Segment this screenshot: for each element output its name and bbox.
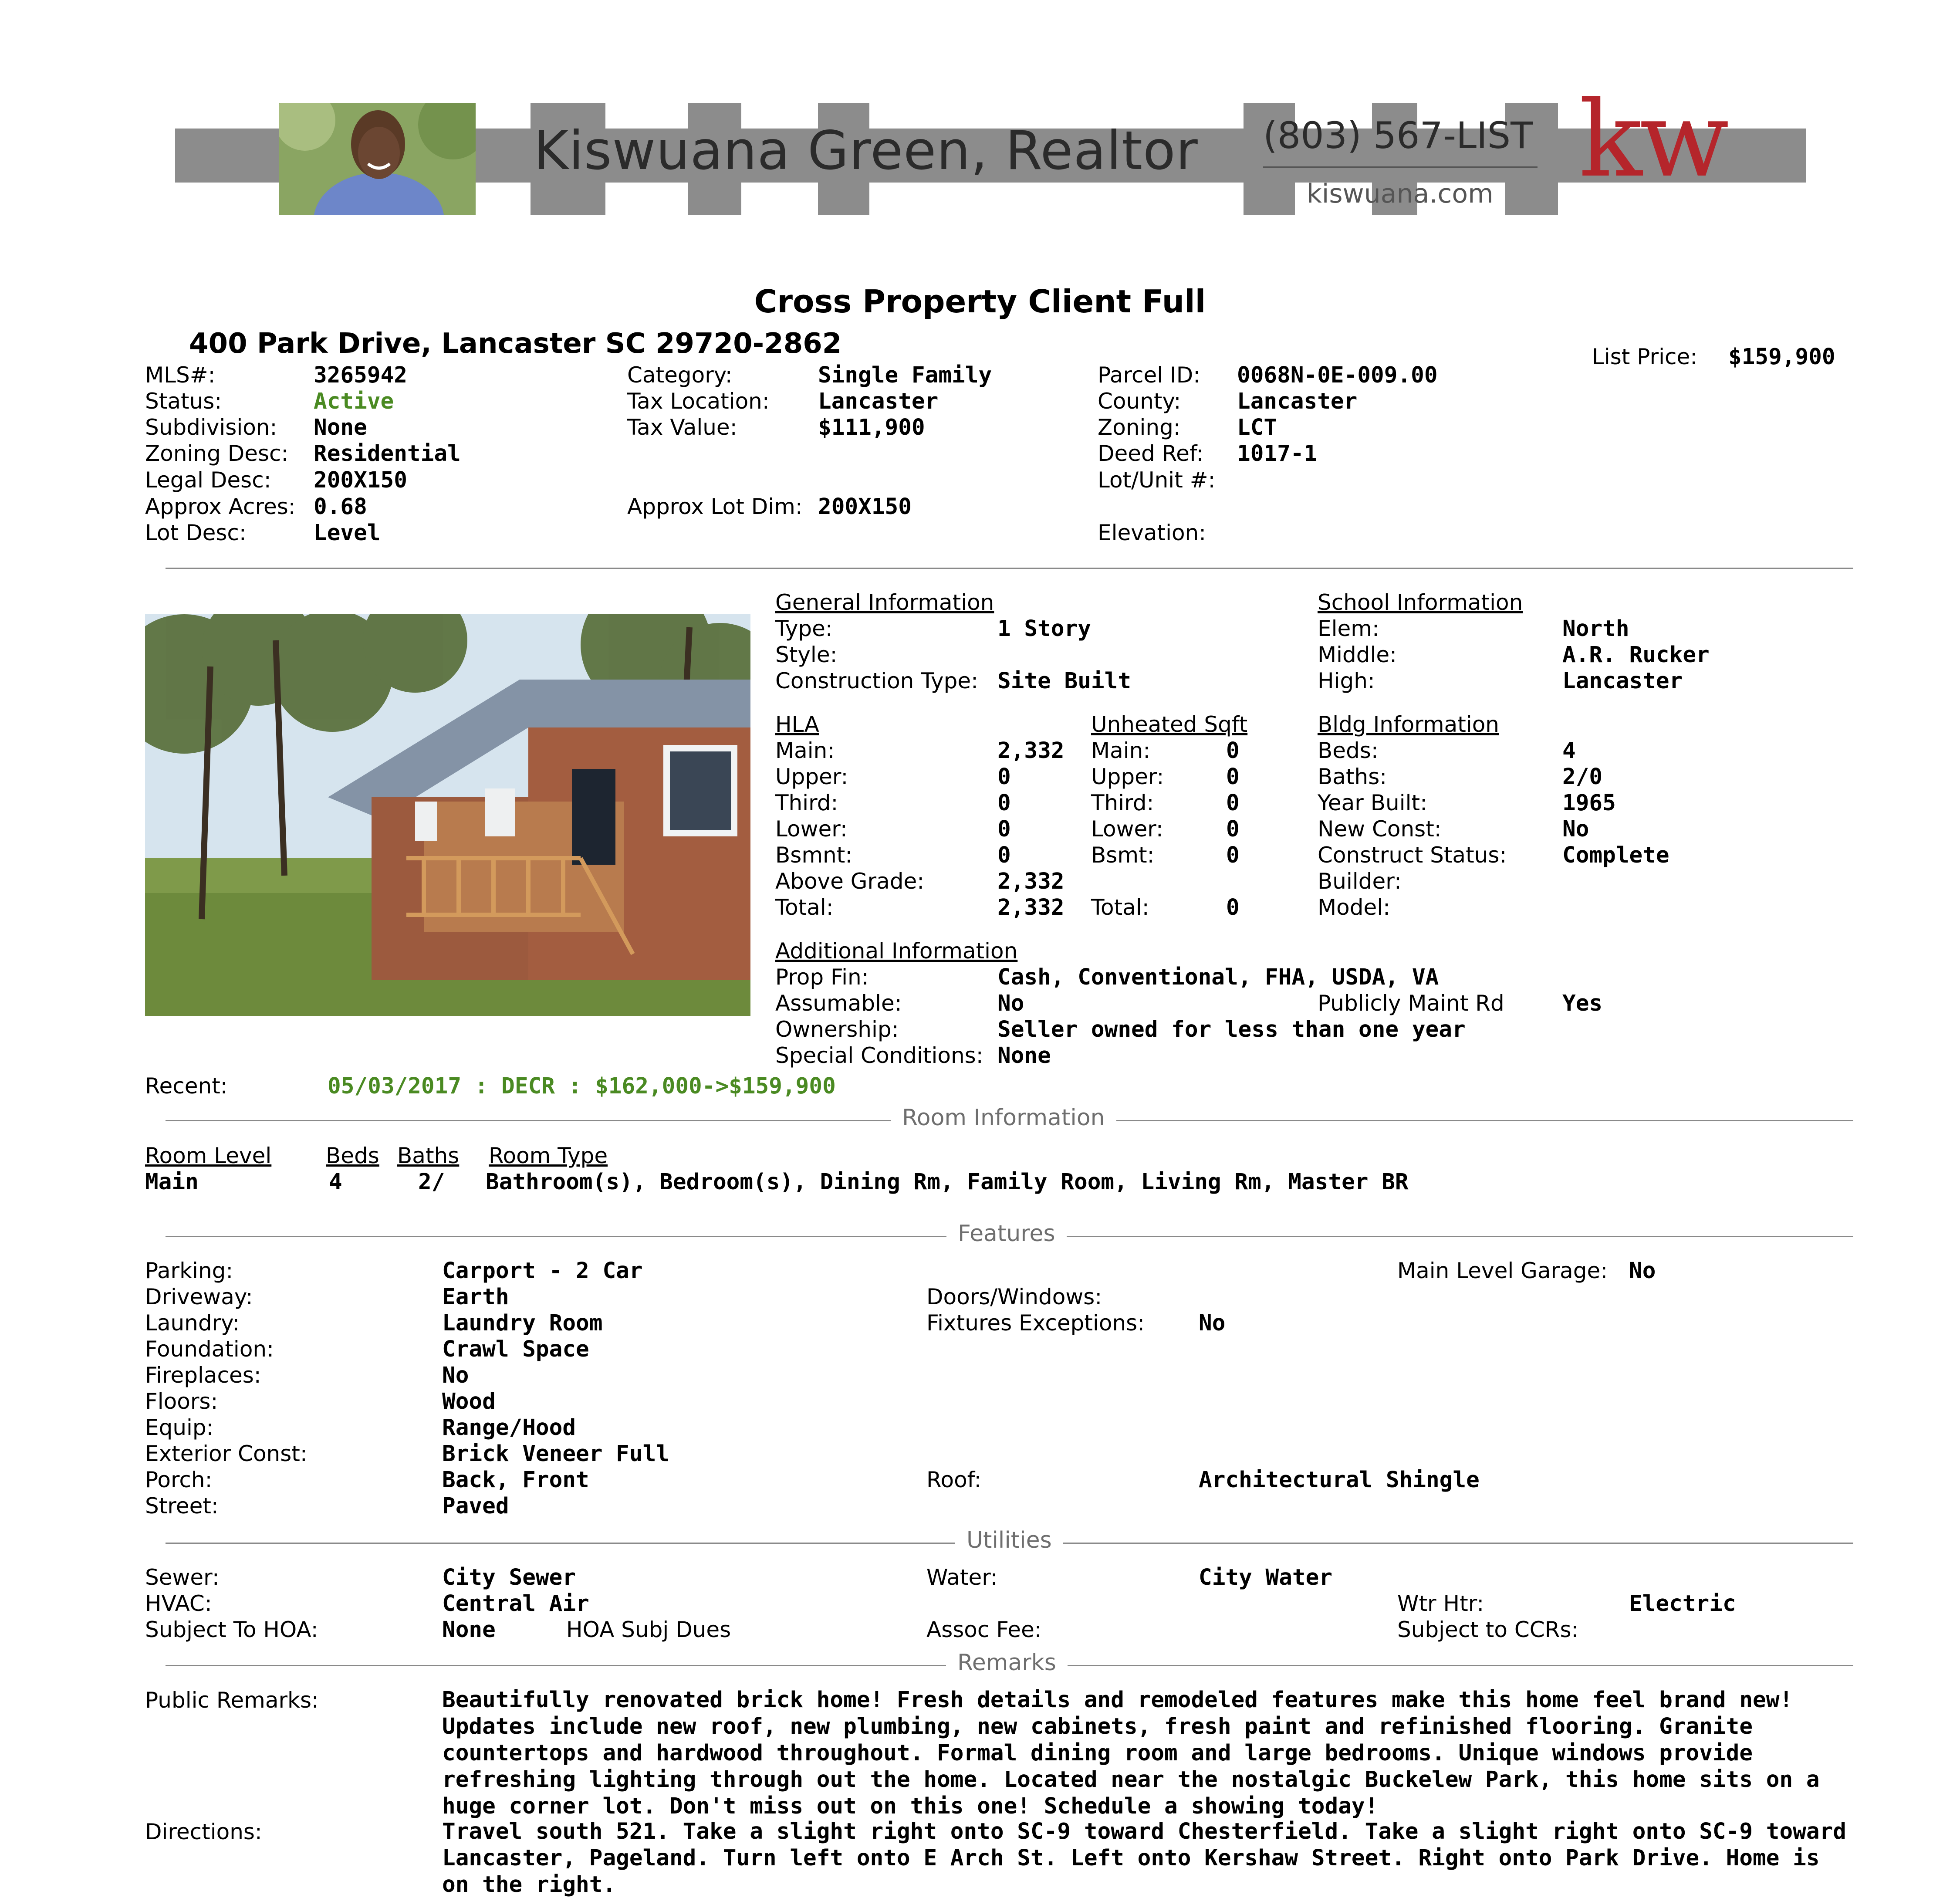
doors-windows-label: Doors/Windows: xyxy=(926,1284,1102,1309)
laundry-value: Laundry Room xyxy=(442,1310,603,1336)
sewer-label: Sewer: xyxy=(145,1565,220,1590)
bldg-info-header: Bldg Information xyxy=(1318,712,1499,737)
public-remarks-text: Beautifully renovated brick home! Fresh details and remodeled features make this home feel brand new! Updates include new roof, new plumbing, new cabinets, fresh paint and refinished flooring. Granite countertops and hardwood throughout. Formal dining room and large bedrooms. Unique windows provide refreshing lighting through out the home. Located near the nostalgic Buckelew Park, this home sits on a huge corner lot. Don't miss out on this one! Schedule a showing today! xyxy=(442,1687,1820,1819)
hla-main-label: Main: xyxy=(775,738,835,763)
zoning-desc-label: Zoning Desc: xyxy=(145,441,289,466)
builder-label: Builder: xyxy=(1318,869,1402,894)
foundation-label: Foundation: xyxy=(145,1336,274,1362)
agent-portrait-icon xyxy=(279,103,476,215)
legal-desc-value: 200X150 xyxy=(314,467,407,493)
status-badge: Active xyxy=(314,389,394,414)
floors-value: Wood xyxy=(442,1389,496,1414)
assumable-label: Assumable: xyxy=(775,991,902,1016)
unheated-main-value: 0 xyxy=(1226,738,1240,764)
floors-label: Floors: xyxy=(145,1389,218,1414)
subdivision-label: Subdivision: xyxy=(145,415,277,440)
parking-label: Parking: xyxy=(145,1258,233,1283)
driveway-label: Driveway: xyxy=(145,1284,253,1309)
beds-label: Beds: xyxy=(1318,738,1379,763)
beds-value: 4 xyxy=(1562,738,1576,764)
maint-rd-value: Yes xyxy=(1562,991,1603,1016)
deed-ref-value: 1017-1 xyxy=(1237,441,1318,467)
unheated-bsmt-value: 0 xyxy=(1226,842,1240,868)
zoning-desc-value: Residential xyxy=(314,441,461,467)
elem-value: North xyxy=(1562,616,1629,642)
county-value: Lancaster xyxy=(1237,389,1358,414)
wtr-htr-label: Wtr Htr: xyxy=(1397,1591,1484,1616)
room-level-header: Room Level xyxy=(145,1143,272,1168)
ownership-label: Ownership: xyxy=(775,1017,899,1042)
prop-fin-value: Cash, Conventional, FHA, USDA, VA xyxy=(997,964,1439,990)
hla-above-grade-value: 2,332 xyxy=(997,869,1064,894)
new-const-label: New Const: xyxy=(1318,816,1442,842)
school-info-header: School Information xyxy=(1318,590,1523,615)
zoning-label: Zoning: xyxy=(1098,415,1181,440)
assoc-fee-label: Assoc Fee: xyxy=(926,1617,1042,1642)
hvac-label: HVAC: xyxy=(145,1591,212,1616)
hla-total-value: 2,332 xyxy=(997,895,1064,920)
tax-location-label: Tax Location: xyxy=(627,389,770,414)
deed-ref-label: Deed Ref: xyxy=(1098,441,1204,466)
unheated-third-value: 0 xyxy=(1226,790,1240,816)
ownership-value: Seller owned for less than one year xyxy=(997,1017,1466,1042)
lot-dim-value: 200X150 xyxy=(818,494,912,520)
fixtures-exceptions-value: No xyxy=(1199,1310,1226,1336)
fireplaces-label: Fireplaces: xyxy=(145,1363,261,1388)
hla-above-grade-label: Above Grade: xyxy=(775,869,925,894)
hla-lower-label: Lower: xyxy=(775,816,848,842)
hoa-label: Subject To HOA: xyxy=(145,1617,318,1642)
room-baths-value: 2/ xyxy=(418,1169,445,1195)
unheated-upper-label: Upper: xyxy=(1091,764,1164,789)
remarks-title: Remarks xyxy=(946,1650,1068,1676)
sewer-value: City Sewer xyxy=(442,1565,576,1590)
recent-price-change: 05/03/2017 : DECR : $162,000->$159,900 xyxy=(328,1073,836,1099)
style-label: Style: xyxy=(775,642,838,667)
baths-value: 2/0 xyxy=(1562,764,1603,790)
subdivision-value: None xyxy=(314,415,367,440)
recent-label: Recent: xyxy=(145,1073,228,1099)
agent-name: Kiswuana Green, Realtor xyxy=(534,120,1198,182)
construction-type-value: Site Built xyxy=(997,668,1132,694)
house-photo-icon xyxy=(145,614,750,1016)
list-price-label: List Price: xyxy=(1592,344,1698,369)
summary-divider xyxy=(166,568,1853,569)
hla-third-value: 0 xyxy=(997,790,1011,816)
parking-value: Carport - 2 Car xyxy=(442,1258,643,1284)
street-label: Street: xyxy=(145,1493,219,1519)
exterior-const-value: Brick Veneer Full xyxy=(442,1441,669,1467)
street-value: Paved xyxy=(442,1493,509,1519)
high-label: High: xyxy=(1318,668,1375,694)
zoning-value: LCT xyxy=(1237,415,1277,440)
high-value: Lancaster xyxy=(1562,668,1683,694)
general-info-header: General Information xyxy=(775,590,994,615)
hla-third-label: Third: xyxy=(775,790,838,815)
prop-fin-label: Prop Fin: xyxy=(775,964,869,990)
tax-value-label: Tax Value: xyxy=(627,415,737,440)
special-conditions-label: Special Conditions: xyxy=(775,1043,983,1068)
unheated-main-label: Main: xyxy=(1091,738,1151,763)
fixtures-exceptions-label: Fixtures Exceptions: xyxy=(926,1310,1145,1336)
agent-website: kiswuana.com xyxy=(1307,179,1494,209)
lot-desc-value: Level xyxy=(314,520,381,546)
water-value: City Water xyxy=(1199,1565,1333,1590)
parcel-id-value: 0068N-0E-009.00 xyxy=(1237,362,1438,388)
hla-upper-label: Upper: xyxy=(775,764,848,789)
room-section-title: Room Information xyxy=(891,1105,1116,1131)
equip-label: Equip: xyxy=(145,1415,214,1440)
features-title: Features xyxy=(946,1221,1067,1247)
room-type-header: Room Type xyxy=(489,1143,608,1168)
main-level-garage-value: No xyxy=(1629,1258,1656,1284)
elem-label: Elem: xyxy=(1318,616,1379,641)
room-beds-value: 4 xyxy=(329,1169,342,1195)
mls-value: 3265942 xyxy=(314,362,407,388)
porch-label: Porch: xyxy=(145,1467,213,1492)
ccrs-label: Subject to CCRs: xyxy=(1397,1617,1579,1642)
hla-lower-value: 0 xyxy=(997,816,1011,842)
construction-type-label: Construction Type: xyxy=(775,668,978,694)
tax-value-value: $111,900 xyxy=(818,415,925,440)
hla-bsmnt-value: 0 xyxy=(997,842,1011,868)
construct-status-label: Construct Status: xyxy=(1318,842,1507,868)
room-type-value: Bathroom(s), Bedroom(s), Dining Rm, Family Room, Living Rm, Master BR xyxy=(486,1169,1409,1195)
new-const-value: No xyxy=(1562,816,1589,842)
additional-info-header: Additional Information xyxy=(775,938,1018,964)
special-conditions-value: None xyxy=(997,1043,1051,1069)
unheated-total-value: 0 xyxy=(1226,895,1240,920)
unheated-upper-value: 0 xyxy=(1226,764,1240,790)
county-label: County: xyxy=(1098,389,1181,414)
hla-header: HLA xyxy=(775,712,819,737)
banner-divider xyxy=(1263,166,1538,168)
category-label: Category: xyxy=(627,362,733,388)
porch-value: Back, Front xyxy=(442,1467,589,1493)
construct-status-value: Complete xyxy=(1562,842,1669,868)
laundry-label: Laundry: xyxy=(145,1310,240,1336)
elevation-label: Elevation: xyxy=(1098,520,1206,545)
room-level-value: Main xyxy=(145,1169,199,1195)
directions-text: Travel south 521. Take a slight right onto SC-9 toward Chesterfield. Take a slight right onto SC-9 toward Lancaster, Pageland. Turn left onto E Arch St. Left onto Kershaw Street. Right onto Park Drive. Home is on the right. xyxy=(442,1819,1846,1898)
lot-desc-label: Lot Desc: xyxy=(145,520,247,545)
utilities-title: Utilities xyxy=(955,1527,1063,1553)
unheated-bsmt-label: Bsmt: xyxy=(1091,842,1155,868)
year-built-value: 1965 xyxy=(1562,790,1616,816)
middle-value: A.R. Rucker xyxy=(1562,642,1710,668)
type-label: Type: xyxy=(775,616,833,641)
tax-location-value: Lancaster xyxy=(818,389,939,414)
public-remarks-label: Public Remarks: xyxy=(145,1688,319,1713)
hla-bsmnt-label: Bsmnt: xyxy=(775,842,853,868)
unheated-lower-label: Lower: xyxy=(1091,816,1163,842)
baths-label: Baths: xyxy=(1318,764,1387,789)
hoa-dues-label: HOA Subj Dues xyxy=(566,1617,731,1642)
wtr-htr-value: Electric xyxy=(1629,1591,1736,1617)
maint-rd-label: Publicly Maint Rd xyxy=(1318,991,1504,1016)
foundation-value: Crawl Space xyxy=(442,1336,589,1362)
lot-unit-label: Lot/Unit #: xyxy=(1098,467,1216,493)
year-built-label: Year Built: xyxy=(1318,790,1427,815)
assumable-value: No xyxy=(997,991,1024,1016)
model-label: Model: xyxy=(1318,895,1390,920)
directions-label: Directions: xyxy=(145,1819,262,1844)
lot-dim-label: Approx Lot Dim: xyxy=(627,494,803,519)
hla-total-label: Total: xyxy=(775,895,834,920)
property-address: 400 Park Drive, Lancaster SC 29720-2862 xyxy=(189,328,842,360)
report-title: Cross Property Client Full xyxy=(754,283,1206,320)
water-label: Water: xyxy=(926,1565,998,1590)
hvac-value: Central Air xyxy=(442,1591,589,1617)
parcel-id-label: Parcel ID: xyxy=(1098,362,1201,388)
room-beds-header: Beds xyxy=(326,1143,379,1168)
main-level-garage-label: Main Level Garage: xyxy=(1397,1258,1608,1283)
category-value: Single Family xyxy=(818,362,992,388)
type-value: 1 Story xyxy=(997,616,1091,642)
equip-value: Range/Hood xyxy=(442,1415,576,1441)
legal-desc-label: Legal Desc: xyxy=(145,467,271,493)
roof-label: Roof: xyxy=(926,1467,982,1492)
unheated-third-label: Third: xyxy=(1091,790,1154,815)
room-baths-header: Baths xyxy=(397,1143,460,1168)
hla-upper-value: 0 xyxy=(997,764,1011,790)
hoa-value: None xyxy=(442,1617,496,1643)
unheated-lower-value: 0 xyxy=(1226,816,1240,842)
kw-logo: kw xyxy=(1579,78,1727,200)
driveway-value: Earth xyxy=(442,1284,509,1310)
list-price-value: $159,900 xyxy=(1728,344,1835,370)
middle-label: Middle: xyxy=(1318,642,1397,667)
exterior-const-label: Exterior Const: xyxy=(145,1441,308,1466)
agent-phone: (803) 567-LIST xyxy=(1263,114,1533,157)
mls-label: MLS#: xyxy=(145,362,216,388)
hla-main-value: 2,332 xyxy=(997,738,1064,764)
fireplaces-value: No xyxy=(442,1363,469,1388)
unheated-header: Unheated Sqft xyxy=(1091,712,1248,737)
status-label: Status: xyxy=(145,389,222,414)
approx-acres-value: 0.68 xyxy=(314,494,367,520)
approx-acres-label: Approx Acres: xyxy=(145,494,296,519)
unheated-total-label: Total: xyxy=(1091,895,1149,920)
roof-value: Architectural Shingle xyxy=(1199,1467,1480,1493)
